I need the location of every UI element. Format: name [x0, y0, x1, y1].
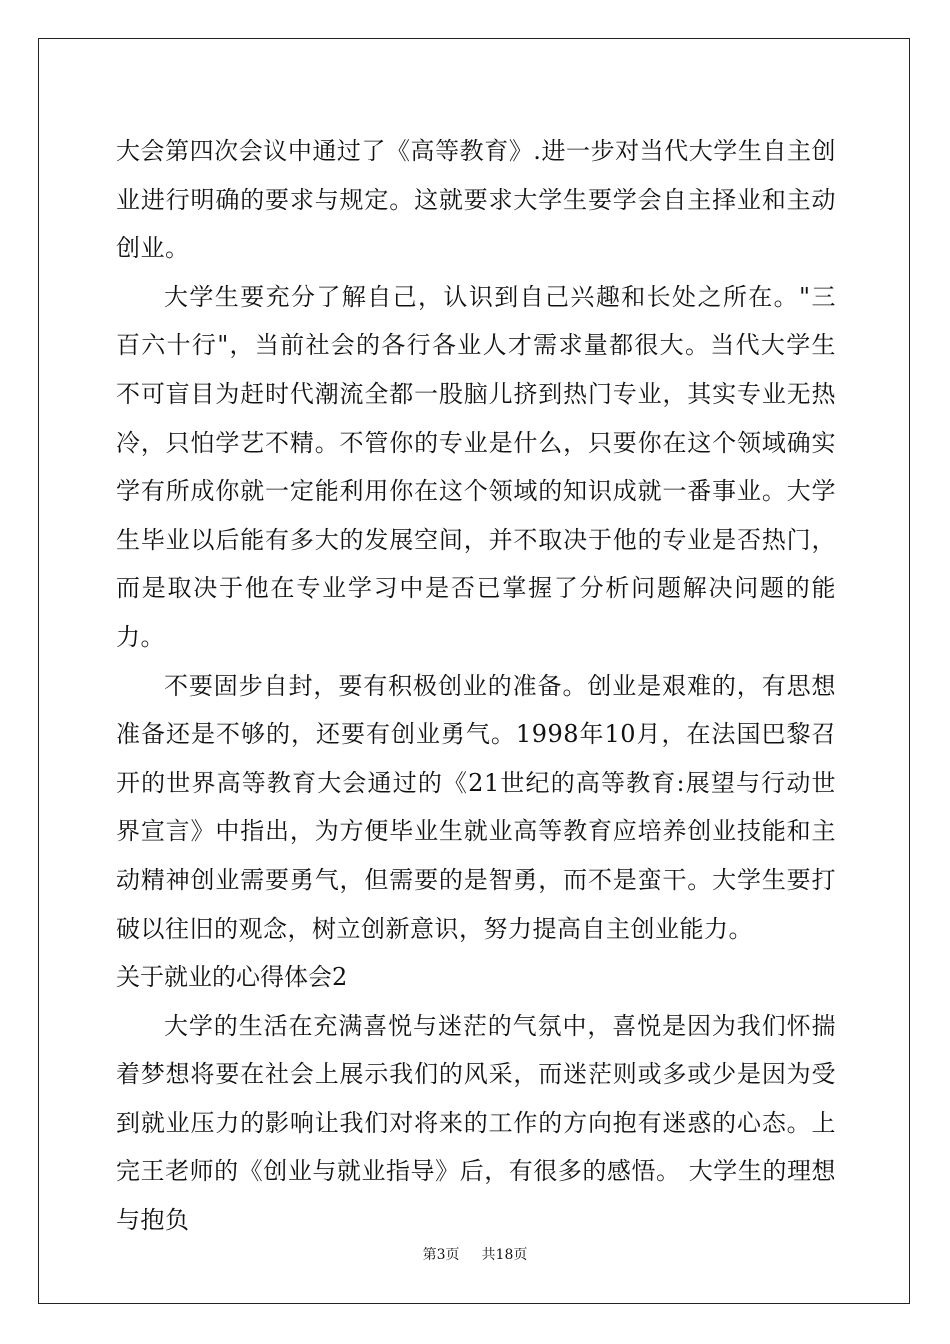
paragraph-1: 大会第四次会议中通过了《高等教育》.进一步对当代大学生自主创业进行明确的要求与规定。这就要求大学生要学会自主择业和主动创业。	[116, 137, 836, 263]
paragraph-4: 大学的生活在充满喜悦与迷茫的气氛中，喜悦是因为我们怀揣着梦想将要在社会上展示我们的风采，而迷茫则或多或少是因为受到就业压力的影响让我们对将来的工作的方向抱有迷惑的心态。上完王老师的《创业与就业指导》后，有很多的感悟。 大学生的理想与抱负	[116, 1011, 836, 1235]
page-footer	[0, 1244, 950, 1264]
paragraph-2: 大学生要充分了解自己，认识到自己兴趣和长处之所在。"三百六十行"，当前社会的各行各业人才需求量都很大。当代大学生不可盲目为赶时代潮流全都一股脑儿挤到热门专业，其实专业无热冷，只怕学艺不精。不管你的专业是什么，只要你在这个领域确实学有所成你就一定能利用你在这个领域的知识成就一番事业。大学生毕业以后能有多大的发展空间，并不取决于他的专业是否热门，而是取决于他在专业学习中是否已掌握了分析问题解决问题的能力。	[116, 282, 836, 651]
page-number: 第3页	[422, 1247, 460, 1263]
section-heading: 关于就业的心得体会2	[116, 963, 348, 992]
document-body	[116, 127, 836, 1245]
paragraph-3: 不要固步自封，要有积极创业的准备。创业是艰难的，有思想准备还是不够的，还要有创业勇气。1998年10月，在法国巴黎召开的世界高等教育大会通过的《21世纪的高等教育:展望与行动世界宣言》中指出，为方便毕业生就业高等教育应培养创业技能和主动精神创业需要勇气，但需要的是智勇，而不是蛮干。大学生要打破以往旧的观念，树立创新意识，努力提高自主创业能力。	[116, 671, 836, 943]
page-total: 共18页	[481, 1247, 528, 1263]
